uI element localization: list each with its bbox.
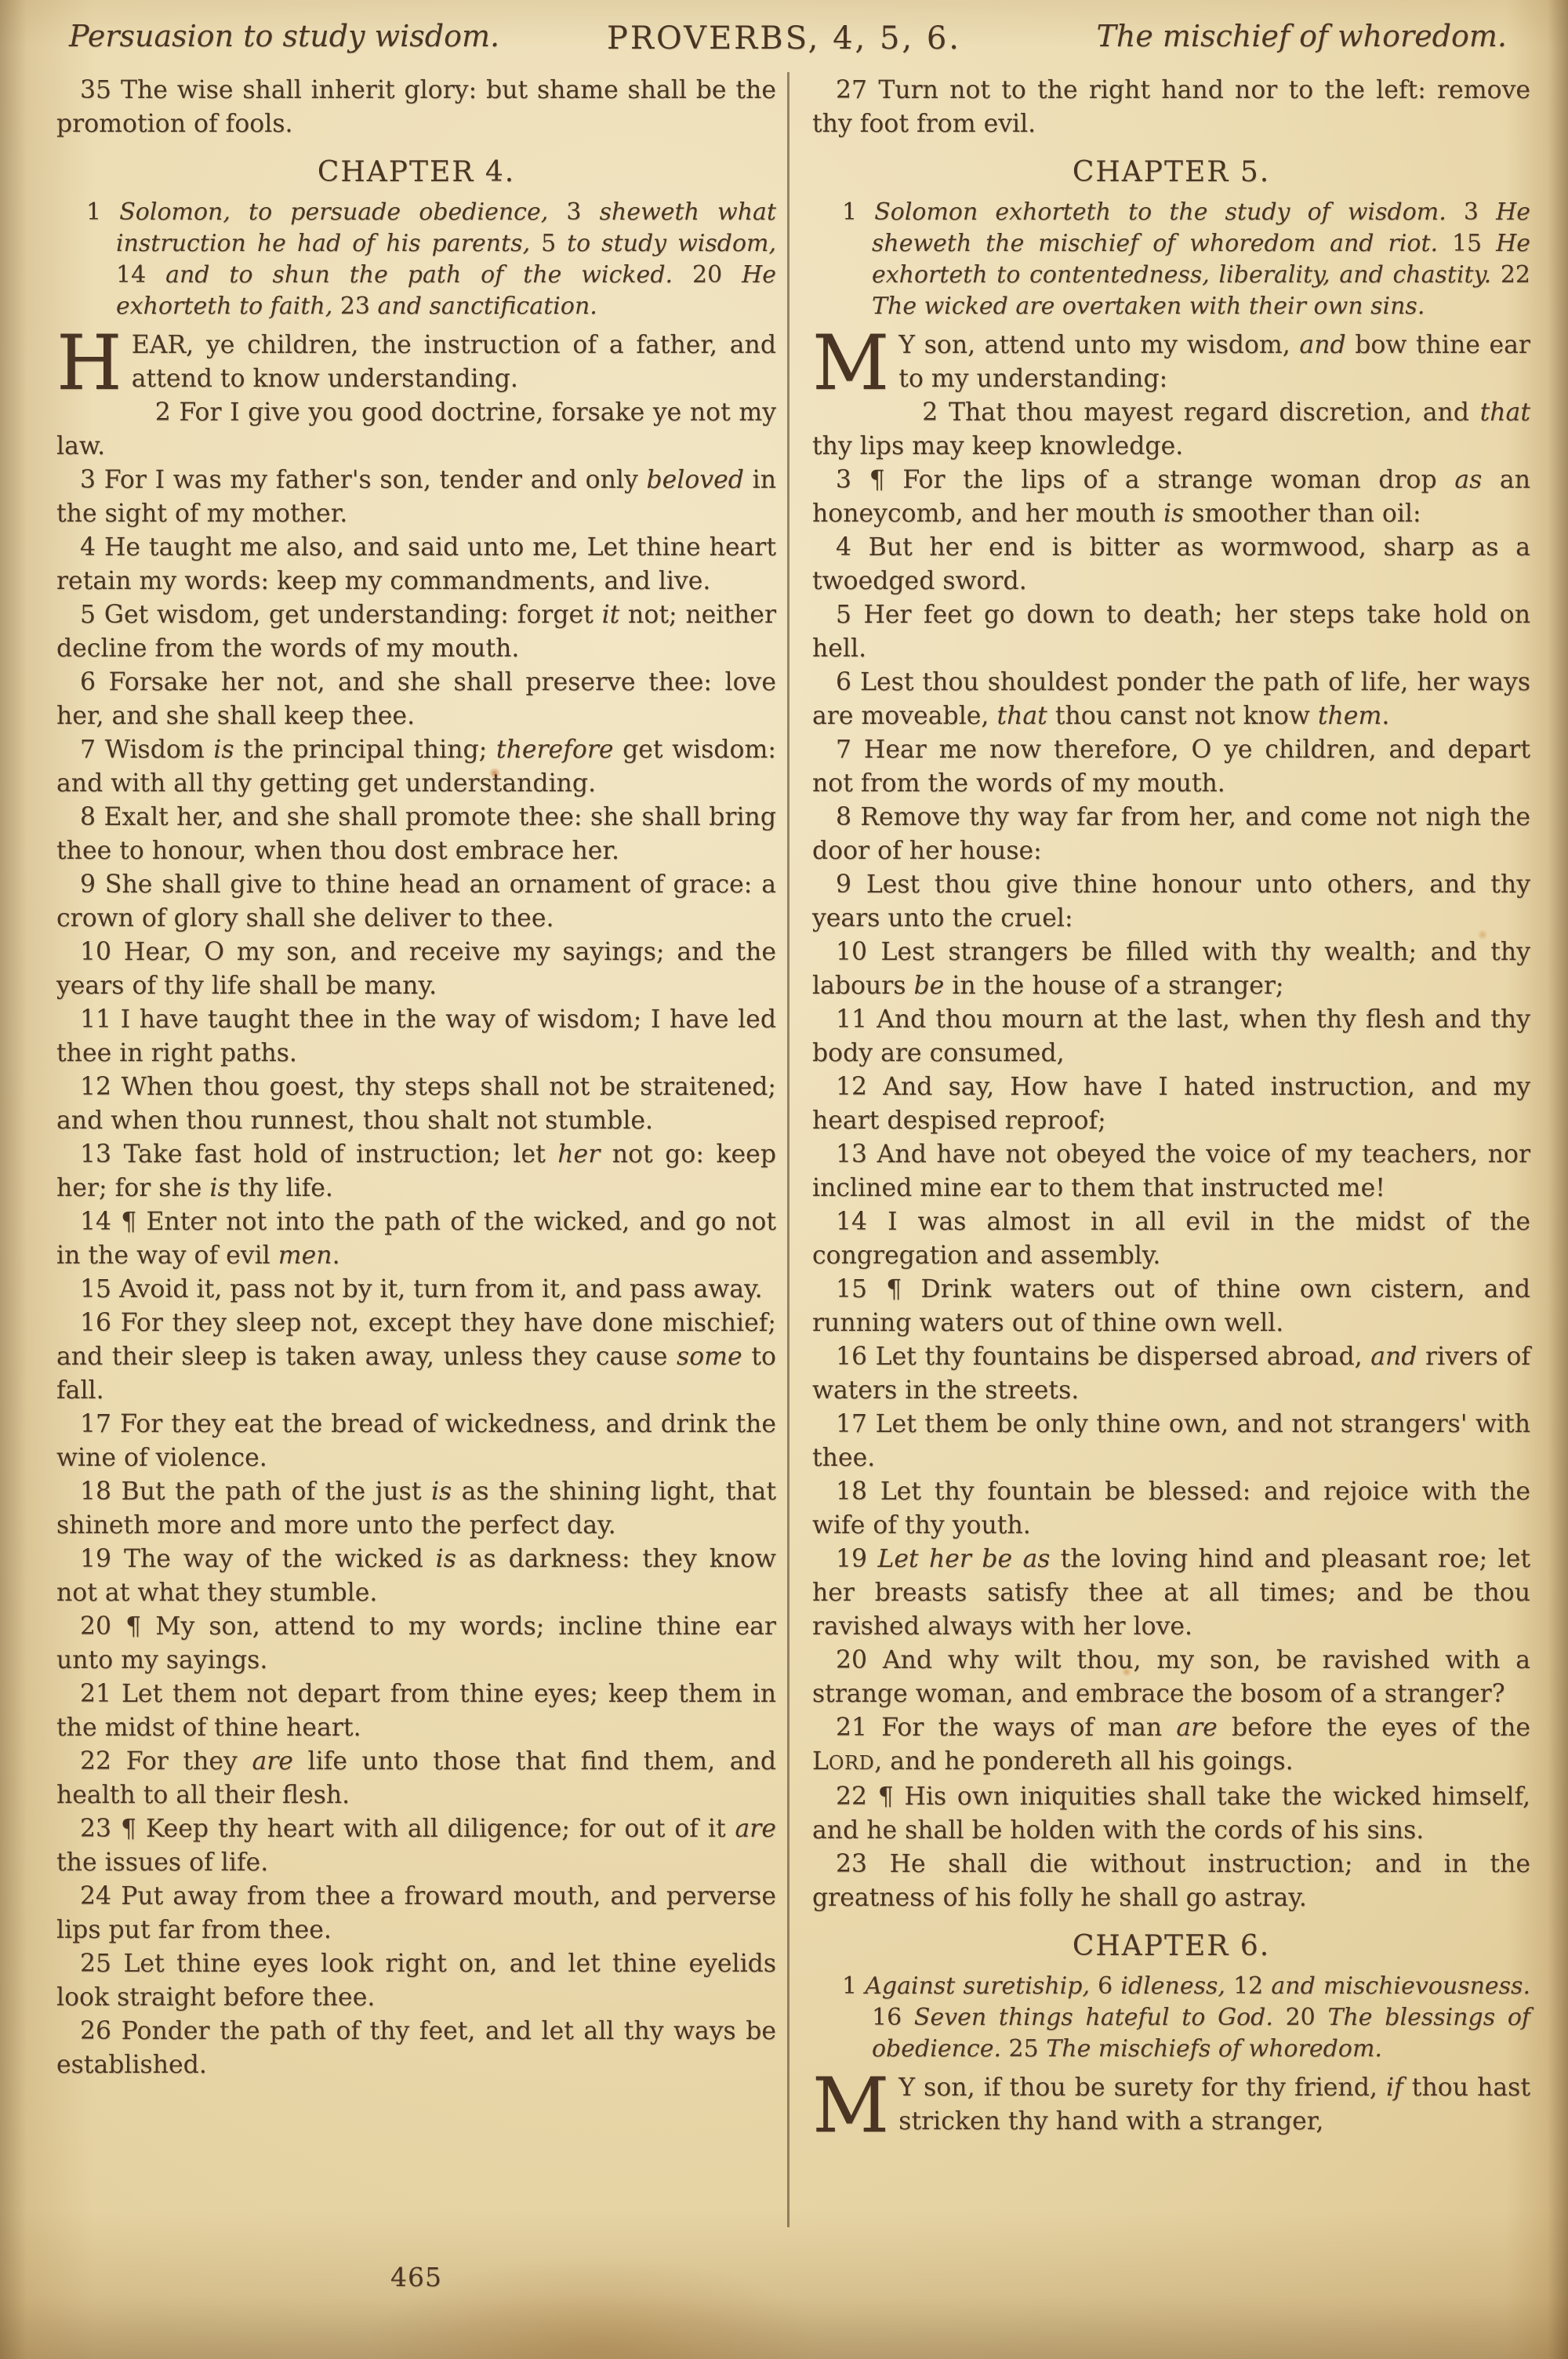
verse-number: 17	[836, 1410, 868, 1438]
verse-text: But the path of the just is as the shining light, that shineth more and more unto the perfect day.	[56, 1478, 776, 1539]
verse-text: ¶ My son, attend to my words; incline thine ear unto my sayings.	[56, 1612, 776, 1674]
verse-number: 18	[80, 1478, 112, 1506]
verse-number: 16	[80, 1309, 112, 1337]
verse-text: The wise shall inherit glory: but shame shall be the promotion of fools.	[56, 76, 776, 138]
verse-text: Exalt her, and she shall promote thee: she shall bring thee to honour, when thou dost embrace her.	[56, 803, 776, 865]
chapter6-summary: 1 Against suretiship, 6 idleness, 12 and mischievousness. 16 Seven things hateful to God. 20 The blessings of obedience. 25 The mischiefs of whoredom.	[842, 1972, 1530, 2063]
chapter4-summary: 1 Solomon, to persuade obedience, 3 sheweth what instruction he had of his parents, 5 to study wisdom, 14 and to shun the path of the wicked. 20 He exhorteth to faith, 23 and sanctification.	[86, 198, 777, 320]
verse	[56, 74, 776, 141]
verse-number: 24	[80, 1882, 112, 1910]
verse-text: For they eat the bread of wickedness, and drink the wine of violence.	[56, 1410, 777, 1472]
verse	[812, 598, 1530, 666]
verse-text: Lest thou give thine honour unto others, and thy years unto the cruel:	[812, 871, 1531, 932]
verse-number: 12	[836, 1073, 868, 1101]
verse-text: Let thy fountain be blessed: and rejoice with the wife of thy youth.	[812, 1478, 1531, 1539]
chapter6-verse-1	[812, 2062, 1530, 2150]
verse	[56, 598, 776, 666]
verse	[56, 733, 776, 801]
verse	[812, 801, 1530, 868]
verse-text: For they are life unto those that find them, and health to all their flesh.	[56, 1747, 776, 1809]
verse	[812, 531, 1530, 598]
verse-text: Let thy fountains be dispersed abroad, and rivers of waters in the streets.	[812, 1343, 1530, 1405]
verse-number: 6	[80, 668, 96, 696]
verse-number: 13	[80, 1140, 112, 1169]
verse	[56, 1408, 776, 1475]
verse-text: For I was my father's son, tender and only beloved in the sight of my mother.	[56, 466, 777, 528]
verse	[812, 1273, 1530, 1340]
verse	[812, 1340, 1530, 1408]
verse	[812, 1070, 1530, 1138]
verse-number: 9	[80, 871, 96, 899]
verse-number: 14	[836, 1208, 868, 1236]
drop-cap-m: M	[812, 2062, 890, 2150]
verse-text: That thou mayest regard discretion, and that thy lips may keep knowledge.	[812, 398, 1530, 460]
verse-text: Y son, attend unto my wisdom, and bow thine ear to my understanding:	[898, 331, 1530, 393]
verse-number: 20	[80, 1612, 112, 1641]
verse-text: Lest strangers be filled with thy wealth; and thy labours be in the house of a stranger;	[812, 938, 1530, 1000]
drop-cap-h: H	[56, 319, 122, 407]
verse	[56, 1610, 776, 1677]
verse-text: Wisdom is the principal thing; therefore get wisdom: and with all thy getting get understanding.	[56, 736, 776, 798]
verse-number: 10	[80, 938, 112, 966]
verse-number: 6	[836, 668, 852, 696]
verse-text: Let them be only thine own, and not strangers' with thee.	[812, 1410, 1530, 1472]
verse-number: 35	[80, 76, 112, 104]
drop-cap-m: M	[812, 319, 890, 407]
verse-number: 10	[836, 938, 868, 966]
verse-number: 4	[80, 533, 96, 562]
verse-number: 22	[80, 1747, 112, 1776]
chapter4-verses	[56, 396, 776, 2082]
verse	[812, 868, 1530, 936]
verse-number: 11	[80, 1005, 112, 1034]
verse-number: 27	[836, 76, 868, 104]
verse-text: ¶ Enter not into the path of the wicked, and go not in the way of evil men.	[56, 1208, 777, 1270]
verse	[56, 1475, 776, 1543]
verse-text: Avoid it, pass not by it, turn from it, and pass away.	[119, 1275, 763, 1303]
verse	[812, 1848, 1530, 1915]
verse-text: Take fast hold of instruction; let her not go: keep her; for she is thy life.	[56, 1140, 776, 1202]
verse	[812, 1543, 1530, 1644]
chapter4-heading: CHAPTER 4.	[317, 156, 516, 188]
verse	[56, 1273, 776, 1307]
verse-text: For the ways of man are before the eyes of the LORD, and he pondereth all his goings.	[812, 1714, 1530, 1776]
verse-text: Y son, if thou be surety for thy friend, if thou hast stricken thy hand with a stranger,	[898, 2074, 1530, 2135]
verse-text: Put away from thee a froward mouth, and perverse lips put far from thee.	[56, 1882, 777, 1944]
verse-number: 8	[80, 803, 96, 831]
running-head-left: Persuasion to study wisdom.	[69, 19, 500, 53]
verse-text: Turn not to the right hand nor to the left: remove thy foot from evil.	[812, 76, 1531, 138]
verse	[56, 936, 776, 1003]
verse-text: The way of the wicked is as darkness: they know not at what they stumble.	[56, 1545, 776, 1607]
verse	[812, 1205, 1530, 1273]
verse-number: 23	[836, 1850, 868, 1878]
chapter3-end-verses	[56, 74, 776, 141]
verse	[812, 666, 1530, 733]
verse-text: Let them not depart from thine eyes; keep them in the midst of thine heart.	[56, 1680, 776, 1742]
verse	[812, 74, 1530, 141]
verse-number: 15	[80, 1275, 112, 1303]
verse-text: He shall die without instruction; and in the greatness of his folly he shall go astray.	[812, 1850, 1531, 1912]
verse-number: 13	[836, 1140, 868, 1169]
verse-number: 25	[80, 1950, 112, 1978]
verse	[56, 1947, 776, 2015]
verse-text: Hear me now therefore, O ye children, and depart not from the words of my mouth.	[812, 736, 1530, 798]
verse	[812, 1408, 1530, 1475]
verse	[812, 1644, 1530, 1711]
verse-text: ¶ His own iniquities shall take the wicked himself, and he shall be holden with the cords of his sins.	[812, 1783, 1531, 1845]
verse	[812, 1711, 1530, 1780]
verse-number: 4	[836, 533, 852, 562]
verse-text: For I give you good doctrine, forsake ye not my law.	[56, 398, 776, 460]
verse-number: 16	[836, 1343, 868, 1371]
verse-text: She shall give to thine head an ornament of grace: a crown of glory shall she deliver to thee.	[56, 871, 777, 932]
verse-text: Remove thy way far from her, and come not nigh the door of her house:	[812, 803, 1530, 865]
verse-number: 3	[80, 466, 96, 494]
verse	[812, 1780, 1530, 1848]
verse	[56, 1070, 776, 1138]
verse	[812, 1003, 1530, 1070]
verse-number: 15	[836, 1275, 868, 1303]
verse-number: 19	[836, 1545, 868, 1573]
verse-number: 7	[836, 736, 852, 764]
verse	[56, 463, 776, 531]
verse-text: But her end is bitter as wormwood, sharp as a twoedged sword.	[812, 533, 1530, 595]
verse	[56, 1543, 776, 1610]
verse	[56, 801, 776, 868]
verse	[56, 1812, 776, 1880]
verse-text: For they sleep not, except they have done mischief; and their sleep is taken away, unless they cause some to fall.	[56, 1309, 776, 1405]
verse-number: 18	[836, 1478, 868, 1506]
verse-number: 8	[836, 803, 852, 831]
verse-text: ¶ For the lips of a strange woman drop as an honeycomb, and her mouth is smoother than oil:	[812, 466, 1530, 528]
verse	[56, 396, 776, 463]
verse	[56, 1003, 776, 1070]
verse-number: 17	[80, 1410, 112, 1438]
verse	[56, 868, 776, 936]
verse-number: 22	[836, 1783, 868, 1811]
verse-text: And say, How have I hated instruction, and my heart despised reproof;	[812, 1073, 1530, 1135]
chapter4-end-verses	[812, 74, 1530, 141]
page-number: 465	[390, 2262, 442, 2292]
verse-number: 19	[80, 1545, 112, 1573]
verse-text: I was almost in all evil in the midst of the congregation and assembly.	[812, 1208, 1531, 1270]
verse-text: I have taught thee in the way of wisdom; I have led thee in right paths.	[56, 1005, 776, 1067]
verse	[812, 1475, 1530, 1543]
verse-number: 5	[80, 601, 96, 629]
verse	[56, 1138, 776, 1205]
verse-text: Let thine eyes look right on, and let thine eyelids look straight before thee.	[56, 1950, 777, 2012]
verse	[56, 531, 776, 598]
verse-number: 20	[836, 1646, 868, 1674]
verse-number: 7	[80, 736, 96, 764]
verse	[56, 1745, 776, 1812]
verse	[56, 1205, 776, 1273]
left-column	[56, 74, 776, 2082]
verse	[812, 396, 1530, 463]
verse-text: ¶ Keep thy heart with all diligence; for out of it are the issues of life.	[56, 1815, 776, 1877]
verse	[812, 463, 1530, 531]
chapter5-heading: CHAPTER 5.	[1072, 156, 1271, 188]
verse-number: 21	[836, 1714, 868, 1742]
verse-text: Lest thou shouldest ponder the path of life, her ways are moveable, that thou canst not know them.	[812, 668, 1531, 730]
verse-text: Get wisdom, get understanding: forget it not; neither decline from the words of my mouth.	[56, 601, 776, 663]
verse-number: 12	[80, 1073, 112, 1101]
verse-text: ¶ Drink waters out of thine own cistern, and running waters out of thine own well.	[812, 1275, 1530, 1337]
running-head-right: The mischief of whoredom.	[1096, 19, 1507, 53]
verse	[56, 1880, 776, 1947]
verse-number: 5	[836, 601, 852, 629]
verse	[56, 2015, 776, 2082]
verse-number: 23	[80, 1815, 112, 1843]
verse-text: Ponder the path of thy feet, and let all thy ways be established.	[56, 2017, 776, 2079]
chapter4-verse-1	[56, 319, 776, 407]
verse-text: Her feet go down to death; her steps take hold on hell.	[812, 601, 1530, 663]
verse	[56, 666, 776, 733]
right-column	[812, 74, 1531, 2150]
chapter6-heading: CHAPTER 6.	[1072, 1930, 1271, 1962]
verse-number: 21	[80, 1680, 112, 1708]
book-title: PROVERBS, 4, 5, 6.	[606, 20, 962, 56]
verse-number: 3	[836, 466, 852, 494]
verse-number: 9	[836, 871, 852, 899]
verse-text: When thou goest, thy steps shall not be straitened; and when thou runnest, thou shalt not stumble.	[56, 1073, 776, 1135]
chapter5-summary: 1 Solomon exhorteth to the study of wisdom. 3 He sheweth the mischief of whoredom and riot. 15 He exhorteth to contentedness, liberality, and chastity. 22 The wicked are overtaken with their own sins.	[842, 198, 1531, 320]
verse	[812, 733, 1530, 801]
column-divider	[787, 72, 789, 2227]
verse-text: Hear, O my son, and receive my sayings; and the years of thy life shall be many.	[56, 938, 777, 1000]
verse-text: EAR, ye children, the instruction of a father, and attend to know understanding.	[131, 331, 776, 393]
verse-number: 2	[922, 398, 938, 427]
verse	[812, 1138, 1530, 1205]
verse-text: And why wilt thou, my son, be ravished with a strange woman, and embrace the bosom of a stranger?	[812, 1646, 1530, 1708]
verse-text: Let her be as the loving hind and pleasant roe; let her breasts satisfy thee at all times; and be thou ravished always with her love.	[812, 1545, 1530, 1641]
verse-number: 14	[80, 1208, 112, 1236]
verse	[56, 1677, 776, 1745]
verse-text: And thou mourn at the last, when thy flesh and thy body are consumed,	[812, 1005, 1530, 1067]
verse-text: And have not obeyed the voice of my teachers, nor inclined mine ear to them that instructed me!	[812, 1140, 1531, 1202]
verse-text: Forsake her not, and she shall preserve thee: love her, and she shall keep thee.	[56, 668, 776, 730]
verse	[812, 936, 1530, 1003]
chapter5-verse-1	[812, 319, 1530, 407]
chapter5-verses	[812, 396, 1530, 1915]
verse-text: He taught me also, and said unto me, Let thine heart retain my words: keep my commandments, and live.	[56, 533, 776, 595]
verse-number: 2	[154, 398, 171, 427]
verse-number: 26	[80, 2017, 112, 2045]
verse-number: 11	[836, 1005, 868, 1034]
verse	[56, 1307, 776, 1408]
